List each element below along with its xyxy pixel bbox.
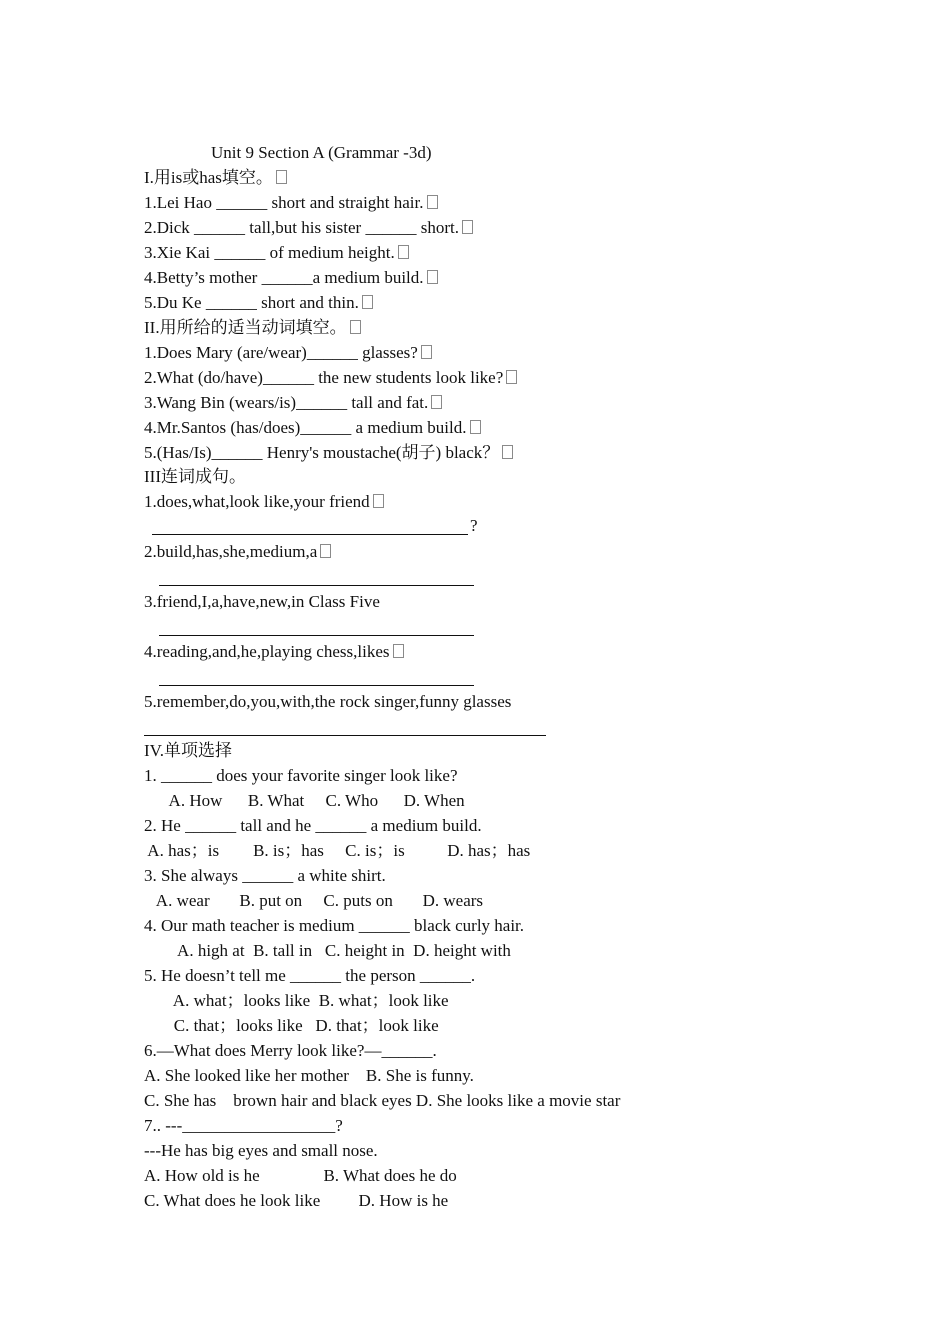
placeholder-box-icon	[362, 295, 373, 309]
answer-line	[152, 534, 468, 535]
part4-line: 3. She always ______ a white shirt.	[144, 866, 386, 885]
part4-line: A. wear B. put on C. puts on D. wears	[144, 891, 484, 910]
placeholder-box-icon	[431, 395, 442, 409]
placeholder-box-icon	[470, 420, 481, 434]
part4-line: C. What does he look like D. How is he	[144, 1191, 449, 1210]
part2-item-text: 2.What (do/have)______ the new students look like?	[144, 368, 504, 387]
part2-item-2	[144, 368, 517, 388]
part3-item-5: 5.remember,do,you,with,the rock singer,funny glasses	[144, 692, 512, 711]
part4-line: A. has；is B. is；has C. is；is D. has；has	[144, 841, 531, 860]
part1-item-1	[144, 193, 438, 213]
part4-line: 6.—What does Merry look like?—______.	[144, 1041, 437, 1060]
part4-line: A. How B. What C. Who D. When	[144, 791, 465, 810]
placeholder-box-icon	[502, 445, 513, 459]
part1-item-3	[144, 243, 409, 263]
placeholder-box-icon	[393, 644, 404, 658]
part2-item-text: 5.(Has/Is)______ Henry's moustache(胡子) black？	[144, 443, 500, 462]
placeholder-box-icon	[462, 220, 473, 234]
part2-item-1	[144, 343, 432, 363]
part2-item-text: 1.Does Mary (are/wear)______ glasses?	[144, 343, 418, 362]
part4-line: A. what；looks like B. what；look like	[144, 991, 449, 1010]
part1-item-5	[144, 293, 373, 313]
part2-item-text: 3.Wang Bin (wears/is)______ tall and fat.	[144, 393, 429, 412]
part1-item-text: 1.Lei Hao ______ short and straight hair.	[144, 193, 424, 212]
answer-line	[144, 735, 546, 736]
part1-heading	[144, 168, 287, 188]
part4-line: A. high at B. tall in C. height in D. height with	[144, 941, 511, 960]
part2-item-5	[144, 443, 513, 463]
part4-heading: IV.单项选择	[144, 741, 232, 760]
part4-line: ---He has big eyes and small nose.	[144, 1141, 378, 1160]
part3-item-2	[144, 542, 331, 562]
part4-line: 7.. ---__________________?	[144, 1116, 343, 1135]
part4-line: 5. He doesn’t tell me ______ the person ______.	[144, 966, 476, 985]
answer-line	[159, 585, 474, 586]
part3-item-text: 1.does,what,look like,your friend	[144, 492, 370, 511]
part1-item-text: 2.Dick ______ tall,but his sister ______ short.	[144, 218, 459, 237]
part3-item-1	[144, 492, 384, 512]
part4-line: A. She looked like her mother B. She is funny.	[144, 1066, 474, 1085]
part4-line: 4. Our math teacher is medium ______ black curly hair.	[144, 916, 525, 935]
placeholder-box-icon	[373, 494, 384, 508]
part1-item-text: 4.Betty’s mother ______a medium build.	[144, 268, 424, 287]
part3-item-text: 2.build,has,she,medium,a	[144, 542, 318, 561]
placeholder-box-icon	[350, 320, 361, 334]
part1-item-text: 3.Xie Kai ______ of medium height.	[144, 243, 395, 262]
placeholder-box-icon	[398, 245, 409, 259]
placeholder-box-icon	[421, 345, 432, 359]
answer-line	[159, 635, 474, 636]
part4-line: 2. He ______ tall and he ______ a medium build.	[144, 816, 482, 835]
part1-heading-text: I.用is或has填空。	[144, 168, 273, 187]
page-title: Unit 9 Section A (Grammar -3d)	[211, 143, 432, 162]
part1-item-4	[144, 268, 438, 288]
part4-line: C. that；looks like D. that；look like	[144, 1016, 439, 1035]
part2-item-4	[144, 418, 481, 438]
part2-heading-text: II.用所给的适当动词填空。	[144, 318, 347, 337]
part4-line: 1. ______ does your favorite singer look like?	[144, 766, 458, 785]
part2-item-3	[144, 393, 442, 413]
placeholder-box-icon	[427, 270, 438, 284]
answer-question-mark: ?	[470, 516, 478, 535]
part2-item-text: 4.Mr.Santos (has/does)______ a medium build.	[144, 418, 467, 437]
placeholder-box-icon	[320, 544, 331, 558]
part3-item-3: 3.friend,I,a,have,new,in Class Five	[144, 592, 380, 611]
answer-line	[159, 685, 474, 686]
part4-line: C. She has brown hair and black eyes D. She looks like a movie star	[144, 1091, 621, 1110]
part3-item-4	[144, 642, 404, 662]
placeholder-box-icon	[276, 170, 287, 184]
part4-line: A. How old is he B. What does he do	[144, 1166, 457, 1185]
placeholder-box-icon	[427, 195, 438, 209]
part1-item-text: 5.Du Ke ______ short and thin.	[144, 293, 359, 312]
part3-item-text: 4.reading,and,he,playing chess,likes	[144, 642, 390, 661]
placeholder-box-icon	[506, 370, 517, 384]
part2-heading	[144, 318, 361, 338]
part1-item-2	[144, 218, 473, 238]
part3-heading: III连词成句。	[144, 467, 246, 486]
